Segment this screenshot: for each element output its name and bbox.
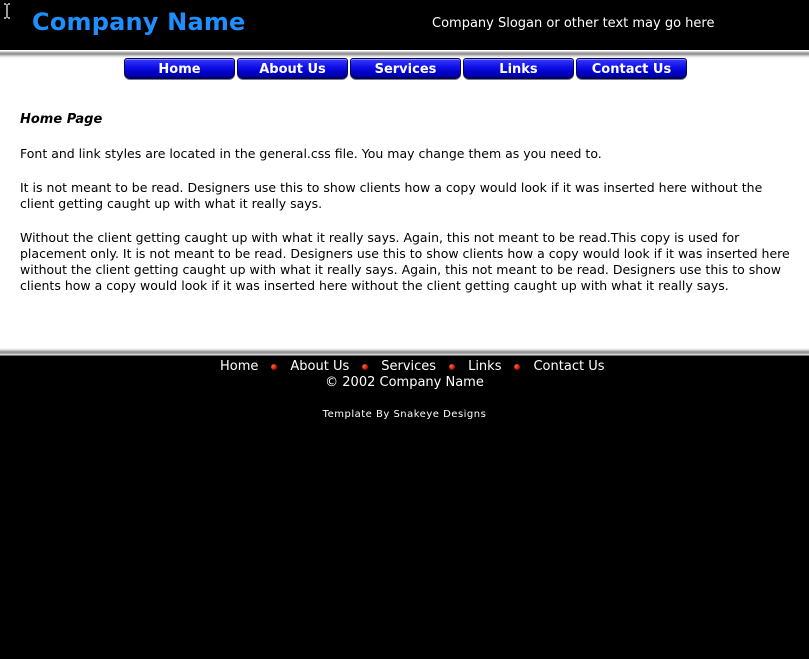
company-name: Company Name (32, 8, 246, 36)
paragraph-3: Without the client getting caught up with what it really says. Again, this not meant to be read.This copy is used for placement only. It is not meant to be read. Designers use this to show clients how a copy would look if it was inserted here without the client getting caught up with what it really says. Again, this not meant to be read. Designers use this to show clients how a copy would look if it was inserted here without the client getting caught up with what it really says. (20, 230, 790, 293)
nav-tab-about-us[interactable]: About Us (237, 58, 348, 79)
footer-nav (220, 359, 604, 374)
paragraph-1: Font and link styles are located in the general.css file. You may change them as you need to. (20, 146, 602, 161)
footer-link-services[interactable]: Services (381, 359, 437, 374)
footer-link-about-us[interactable]: About Us (290, 359, 350, 374)
content-area (0, 58, 809, 348)
header (0, 0, 809, 50)
page-title: Home Page (20, 112, 103, 127)
bullet-icon (514, 364, 520, 370)
header-divider (0, 50, 809, 58)
paragraph-2: It is not meant to be read. Designers use this to show clients how a copy would look if it was inserted here without the client getting caught up with what it really says. (20, 180, 763, 211)
text-cursor-icon (3, 3, 11, 19)
bullet-icon (271, 364, 277, 370)
footer-divider (0, 348, 809, 356)
bullet-icon (362, 364, 368, 370)
bullet-icon (449, 364, 455, 370)
nav-tab-links[interactable]: Links (463, 58, 574, 79)
main-content (20, 112, 792, 312)
main-nav (124, 58, 687, 80)
copyright: © 2002 Company Name (325, 375, 484, 390)
footer-link-links[interactable]: Links (468, 359, 502, 374)
company-slogan: Company Slogan or other text may go here (432, 16, 715, 31)
nav-tab-contact-us[interactable]: Contact Us (576, 58, 687, 79)
footer-link-contact-us[interactable]: Contact Us (533, 359, 605, 374)
nav-tab-home[interactable]: Home (124, 58, 235, 79)
nav-tab-services[interactable]: Services (350, 58, 461, 79)
footer-link-home[interactable]: Home (220, 359, 259, 374)
template-credit: Template By Snakeye Designs (322, 409, 487, 420)
